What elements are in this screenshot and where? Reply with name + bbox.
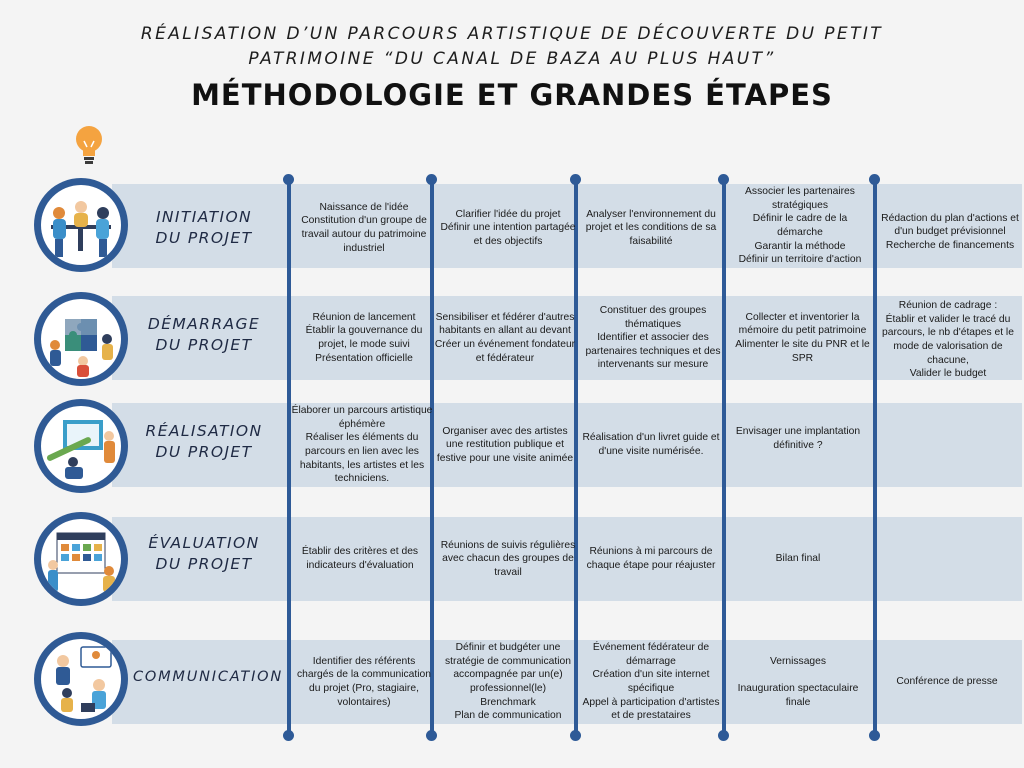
page-title: MÉTHODOLOGIE ET GRANDES ÉTAPES [191,78,833,112]
table-cell: Rédaction du plan d'actions et d'un budget prévisionnel Recherche de financements [881,212,1019,251]
table-cell [880,403,1020,487]
table-cell: Associer les partenaires stratégiques Définir le cadre de la démarche Garantir la méthode Définir un territoire d'action [738,186,862,266]
table-cell: Vernissages Inauguration spectaculaire finale [737,655,859,708]
puzzle-collaboration-icon [34,292,128,386]
table-cell: Réunions de suivis régulières avec chacun des groupes de travail [440,539,576,578]
table-cell: Collecter et inventorier la mémoire du petit patrimoine Alimenter le site du PNR et le SPR [735,311,870,364]
table-cell: Réalisation d'un livret guide et d'une visite numérisée. [582,432,720,457]
table-cell: Réunions à mi parcours de chaque étape pour réajuster [586,546,716,571]
drawing-board-icon [34,399,128,493]
lightbulb-icon [72,123,106,167]
timeline-dot-end-5 [869,730,880,741]
table-cell: Constituer des groupes thématiques Identifier et associer des partenaires techniques et des intervenants sur mesure [585,305,721,371]
subtitle-line-2: PATRIMOINE “DU CANAL DE BAZA AU PLUS HAUT” [248,49,776,69]
phase-label-initiation: INITIATION DU PROJET [155,208,253,247]
table-cell: Organiser avec des artistes une restitution publique et festive pour une visite animée [436,425,574,464]
phase-label-realisation: RÉALISATION DU PROJET [145,422,263,461]
timeline-dot-1 [283,174,294,185]
timeline-line-4 [722,178,726,738]
timeline-dot-2 [426,174,437,185]
table-cell: Définir et budgéter une stratégie de communication accompagnée par un(e) professionnel(le) Brenchmark Plan de communication [445,642,571,722]
table-cell: Sensibiliser et fédérer d'autres habitants en allant au devant Créer un événement fondateur et fédérateur [434,311,576,364]
table-cell: Réunion de cadrage : Établir et valider le tracé du parcours, le nb d'étapes et le mode de valorisation de chacune, Valider le budget [882,300,1014,380]
timeline-dot-end-4 [718,730,729,741]
team-meeting-lightbulb-icon [34,178,128,272]
table-cell: Identifier des référents chargés de la communication du projet (Pro, stagiaire, volontaires) [297,655,431,708]
phase-label-demarrage: DÉMARRAGE DU PROJET [147,315,261,354]
timeline-dot-end-1 [283,730,294,741]
phase-label-communication: COMMUNICATION [132,668,284,685]
timeline-dot-end-2 [426,730,437,741]
table-cell: Établir des critères et des indicateurs d'évaluation [301,546,419,571]
table-cell: Envisager une implantation définitive ? [735,426,861,451]
table-cell [880,517,1020,601]
timeline-dot-3 [570,174,581,185]
phase-label-evaluation: ÉVALUATION DU PROJET [148,534,260,573]
table-cell: Événement fédérateur de démarrage Création d'un site internet spécifique Appel à participation d'artistes et de prestataires [582,642,720,722]
table-cell: Naissance de l'idée Constitution d'un groupe de travail autour du patrimoine industriel [301,201,427,254]
table-cell: Analyser l'environnement du projet et les conditions de sa faisabilité [585,208,717,247]
calendar-checklist-icon [34,512,128,606]
people-communication-icon [34,632,128,726]
table-cell: Élaborer un parcours artistique éphémère Réaliser les éléments du parcours en lien avec les habitants, les artistes et les techniciens. [291,405,433,485]
table-cell: Réunion de lancement Établir la gouvernance du projet, le mode suivi Présentation officielle [305,311,423,364]
document-subtitle [0,22,1024,72]
table-cell: Conférence de presse [896,676,998,688]
timeline-dot-5 [869,174,880,185]
subtitle-line-1: RÉALISATION D’UN PARCOURS ARTISTIQUE DE DÉCOUVERTE DU PETIT [140,24,884,44]
table-cell: Bilan final [775,553,821,565]
timeline-dot-4 [718,174,729,185]
timeline-dot-end-3 [570,730,581,741]
table-cell: Clarifier l'idée du projet Définir une intention partagée et des objectifs [440,208,576,247]
